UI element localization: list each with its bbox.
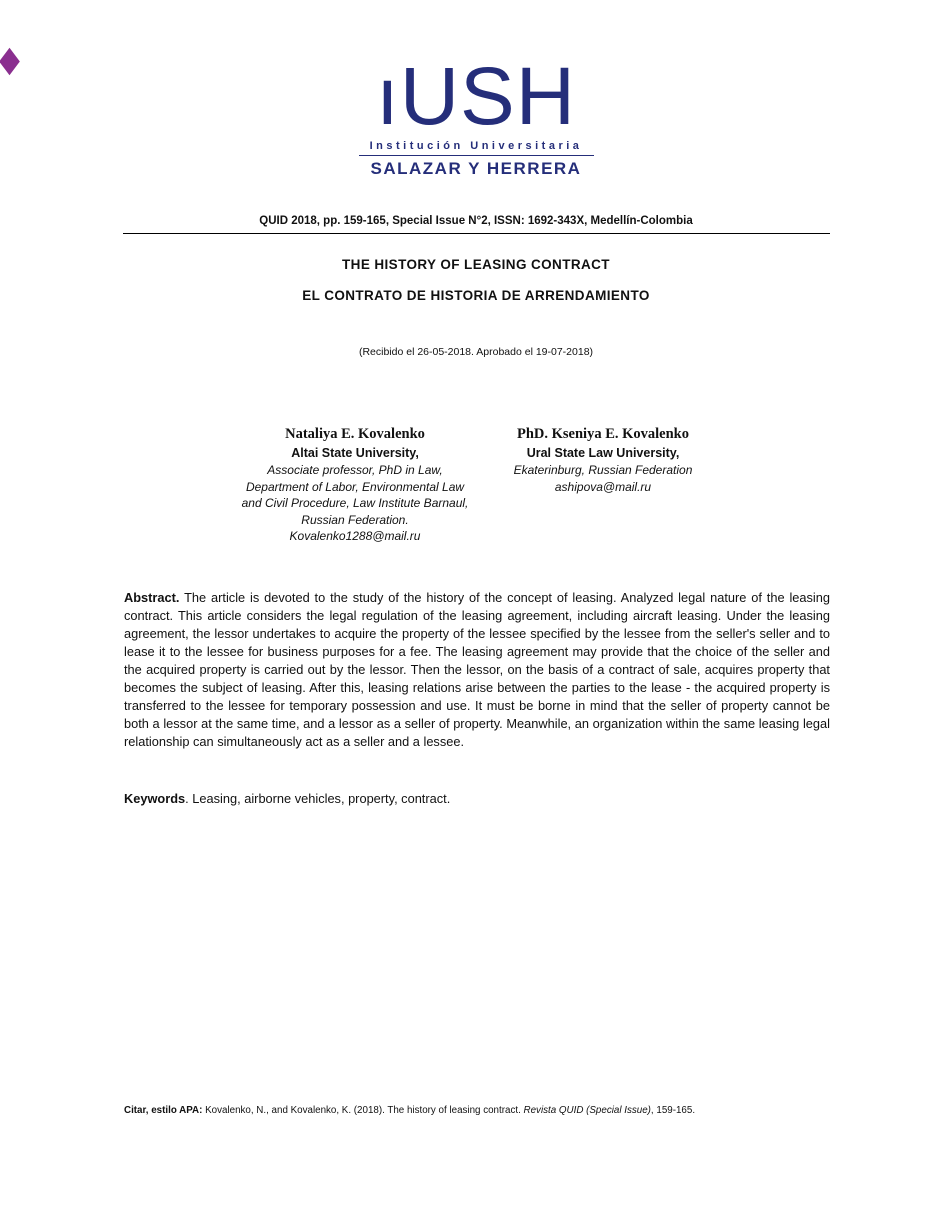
author-details: Ekaterinburg, Russian Federation xyxy=(513,463,693,477)
paper-title-es: EL CONTRATO DE HISTORIA DE ARRENDAMIENTO xyxy=(302,288,650,303)
author-email: ashipova@mail.ru xyxy=(554,479,652,494)
abstract-paragraph xyxy=(124,589,830,751)
author-email: Kovalenko1288@mail.ru xyxy=(289,529,421,543)
citation-journal: Revista QUID (Special Issue) xyxy=(523,1105,651,1116)
keywords-label: Keywords xyxy=(124,791,186,806)
abstract-text: The article is devoted to the study of the history of the concept of leasing. Analyzed legal nature of the leasing contract. This article considers the legal regulation of the leasing agreement, including aircraft leasing. Under the leasing agreement, the lessor undertakes to acquire the property of the lessee specified by the lessee from the seller's seller and to lease it to the lessee for business purposes for a fee. The leasing agreement may provide that the choice of the seller and the acquired property is carried out by the lessor. Then the lessor, on the basis of a contract of sale, acquires property that becomes the subject of leasing. After this, leasing relations arise between the parties to the lease - the acquired property is transferred to the lessee for temporary possession and use. It must be borne in mind that the seller of property cannot be both a lessor at the same time, and a lessor as a seller of property. Meanwhile, an organization within the same leasing legal relationship can simultaneously act as a seller and a lessee. xyxy=(124,590,830,749)
authors-section xyxy=(241,426,711,545)
logo-institution-line: Institución Universitaria xyxy=(369,140,583,152)
keywords-paragraph xyxy=(124,790,830,808)
author-details: Associate professor, PhD in Law, Department of Labor, Environmental Law and Civil Procedure, Law Institute Barnaul, Russian Federation. xyxy=(241,463,469,527)
author-affiliation: Ural State Law University, xyxy=(526,446,680,460)
paper-title-en: THE HISTORY OF LEASING CONTRACT xyxy=(342,257,610,272)
logo-divider xyxy=(359,155,594,156)
author-name: PhD. Kseniya E. Kovalenko xyxy=(516,426,689,442)
author-affiliation: Altai State University, xyxy=(291,446,419,460)
keywords-text: . Leasing, airborne vehicles, property, contract. xyxy=(185,791,451,806)
citation-pages: , 159-165. xyxy=(650,1105,696,1116)
author-column-2 xyxy=(495,426,711,545)
citation-label: Citar, estilo APA: xyxy=(124,1105,203,1116)
diamond-icon xyxy=(0,48,20,75)
header-rule xyxy=(123,233,830,234)
logo-name-line: SALAZAR Y HERRERA xyxy=(370,159,582,178)
citation-footer xyxy=(124,1104,884,1117)
received-approved-dates: (Recibido el 26-05-2018. Aprobado el 19-07-2018) xyxy=(358,346,594,358)
abstract-label: Abstract. xyxy=(124,590,180,605)
logo-acronym-text: ıUSH xyxy=(376,51,576,142)
author-column-1 xyxy=(241,426,469,545)
journal-header-line: QUID 2018, pp. 159-165, Special Issue N°2, ISSN: 1692-343X, Medellín-Colombia xyxy=(259,215,693,227)
university-logo xyxy=(0,51,952,179)
citation-text: Kovalenko, N., and Kovalenko, K. (2018). The history of leasing contract. xyxy=(202,1105,524,1116)
author-name: Nataliya E. Kovalenko xyxy=(285,426,425,442)
